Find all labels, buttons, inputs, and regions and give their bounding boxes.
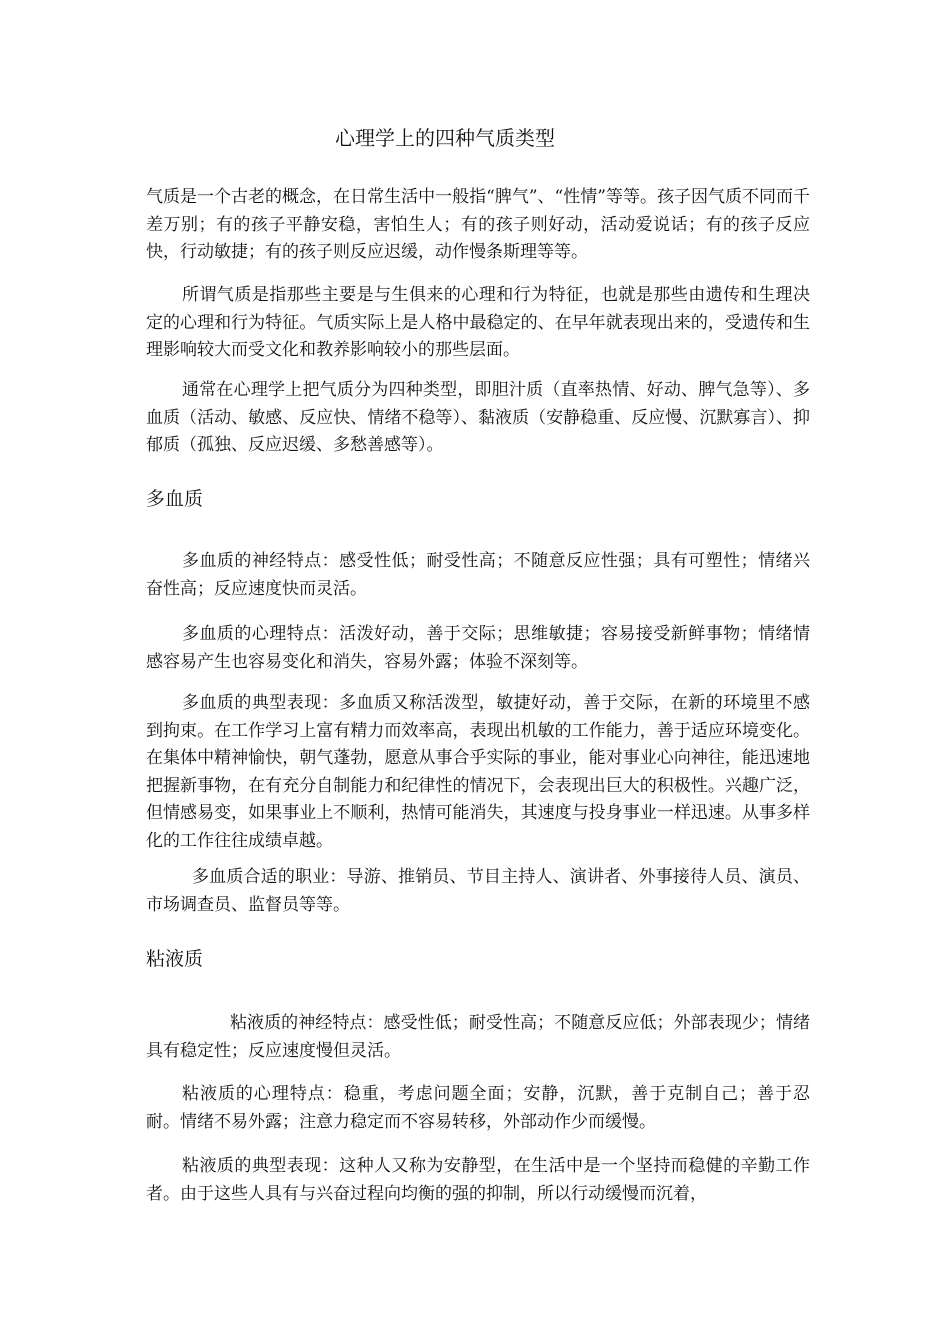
- intro-paragraph-1: 气质是一个古老的概念，在日常生活中一般指“脾气”、“性情”等等。孩子因气质不同而千差万别；有的孩子平静安稳，害怕生人；有的孩子则好动，活动爱说话；有的孩子反应快，行动敏捷；有的孩子则反应迟缓，动作慢条斯理等等。: [146, 187, 810, 262]
- intro-paragraph-2: 所谓气质是指那些主要是与生俱来的心理和行为特征，也就是那些由遗传和生理决定的心理和行为特征。气质实际上是人格中最稳定的、在早年就表现出来的，受遗传和生理影响较大而受文化和教养影响较小的那些层面。: [146, 285, 810, 360]
- phlegmatic-typical-behavior: 粘液质的典型表现：这种人又称为安静型，在生活中是一个坚持而稳健的辛勤工作者。由于这些人具有与兴奋过程向均衡的强的抑制，所以行动缓慢而沉着，: [146, 1156, 810, 1204]
- phlegmatic-psychological-traits: 粘液质的心理特点：稳重，考虑问题全面；安静，沉默，善于克制自己；善于忍耐。情绪不易外露；注意力稳定而不容易转移，外部动作少而缓慢。: [146, 1084, 810, 1132]
- intro-paragraph-3: 通常在心理学上把气质分为四种类型，即胆汁质（直率热情、好动、脾气急等）、多血质（活动、敏感、反应快、情绪不稳等）、黏液质（安静稳重、反应慢、沉默寡言）、抑郁质（孤独、反应迟缓、多愁善感等）。: [146, 380, 810, 455]
- section-heading-phlegmatic: 粘液质: [146, 948, 204, 970]
- sanguine-nervous-traits: 多血质的神经特点：感受性低；耐受性高；不随意反应性强；具有可塑性；情绪兴奋性高；反应速度快而灵活。: [146, 551, 810, 599]
- phlegmatic-nervous-traits: 粘液质的神经特点：感受性低；耐受性高；不随意反应低；外部表现少；情绪具有稳定性；反应速度慢但灵活。: [146, 1013, 810, 1061]
- sanguine-suitable-careers: 多血质合适的职业：导游、推销员、节目主持人、演讲者、外事接待人员、演员、市场调查员、监督员等等。: [146, 867, 810, 915]
- page-title: 心理学上的四种气质类型: [335, 126, 555, 150]
- sanguine-psychological-traits: 多血质的心理特点：活泼好动，善于交际；思维敏捷；容易接受新鲜事物；情绪情感容易产生也容易变化和消失，容易外露；体验不深刻等。: [146, 624, 810, 672]
- sanguine-typical-behavior: 多血质的典型表现：多血质又称活泼型，敏捷好动，善于交际，在新的环境里不感到拘束。在工作学习上富有精力而效率高，表现出机敏的工作能力，善于适应环境变化。在集体中精神愉快，朝气蓬勃，愿意从事合乎实际的事业，能对事业心向神往，能迅速地把握新事物，在有充分自制能力和纪律性的情况下，会表现出巨大的积极性。兴趣广泛，但情感易变，如果事业上不顺利，热情可能消失，其速度与投身事业一样迅速。从事多样化的工作往往成绩卓越。: [146, 693, 810, 851]
- section-heading-sanguine: 多血质: [146, 488, 204, 510]
